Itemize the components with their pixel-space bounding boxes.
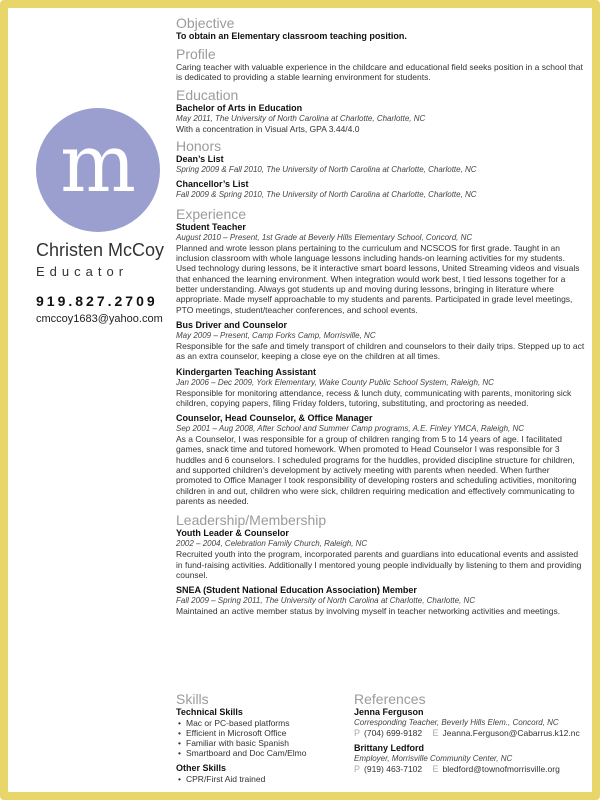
profile-text: Caring teacher with valuable experience in the childcare and educational field seeks position in a school that is dedicated to providing a stable learning environment for students.: [176, 62, 583, 83]
monogram-circle: [36, 108, 160, 232]
job-details: Jan 2006 – Dec 2009, York Elementary, Wake County Public School System, Raleigh, NC: [176, 377, 494, 387]
email-label: E: [432, 728, 439, 738]
leadership-title: Youth Leader & Counselor: [176, 528, 289, 539]
leadership-details: Fall 2009 – Spring 2011, The University of North Carolina at Charlotte, Charlotte, NC: [176, 596, 476, 606]
objective-heading: Objective: [176, 15, 235, 31]
leadership-description: Recruited youth into the program, incorporated parents and guardians into educational events and assisted in fund-raising activities. Additionally I mentored young people individually by listening to them and providing counsel.: [176, 549, 582, 580]
profile-heading: Profile: [176, 46, 216, 62]
reference-email[interactable]: Jeanna.Ferguson@Cabarrus.k12.nc: [442, 728, 580, 738]
skills-column: [176, 692, 336, 784]
honor-title: Chancellor’s List: [176, 178, 249, 189]
education-degree: Bachelor of Arts in Education: [176, 102, 303, 113]
skill-item: • CPR/First Aid trained: [186, 774, 336, 784]
job-details: Sep 2001 – Aug 2008, After School and Summer Camp programs, A.E. Finley YMCA, Raleigh, NC: [176, 424, 525, 434]
honor-details: Fall 2009 & Spring 2010, The University of North Carolina at Charlotte, Charlotte, NC: [176, 189, 477, 199]
other-skills-title: Other Skills: [176, 763, 227, 773]
reference-phone: (919) 463-7102: [364, 764, 423, 774]
phone-label: P: [354, 728, 361, 738]
skill-item: • Efficient in Microsoft Office: [186, 728, 336, 738]
reference-name: Jenna Ferguson: [354, 707, 424, 717]
job-description: Responsible for monitoring attendance, recess & lunch duty, communicating with parents, monitoring sick children, copying papers, filing Friday folders, tutoring, substituting, and proctoring as needed.: [176, 387, 572, 408]
reference-email[interactable]: bledford@townofmorrisville.org: [442, 764, 560, 774]
leadership-title: SNEA (Student National Education Association) Member: [176, 585, 417, 596]
skill-item: • Familiar with basic Spanish: [186, 738, 336, 748]
job-details: May 2009 – Present, Camp Forks Camp, Morrisville, NC: [176, 330, 376, 340]
reference-details: Corresponding Teacher, Beverly Hills Elem., Concord, NC: [354, 718, 559, 727]
candidate-role: Educator: [36, 264, 129, 279]
job-description: Responsible for the safe and timely transport of children and counselors to their daily trips. Stepped up to act as an extra counselor, keeping a close eye on the children at all times.: [176, 340, 585, 362]
education-heading: Education: [176, 86, 239, 103]
skill-item: • Smartboard and Doc Cam/Elmo: [186, 748, 336, 758]
honor-title: Dean’s List: [176, 153, 224, 164]
objective-text: To obtain an Elementary classroom teaching position.: [176, 31, 407, 41]
leadership-description: Maintained an active member status by involving myself in teacher networking activities and meetings.: [176, 606, 561, 617]
leadership-heading: Leadership/Membership: [176, 512, 327, 529]
honor-details: Spring 2009 & Fall 2010, The University of North Carolina at Charlotte, Charlotte, NC: [176, 164, 477, 174]
technical-skills-list: [176, 718, 336, 758]
reference-phone: (704) 699-9182: [364, 728, 423, 738]
job-title: Kindergarten Teaching Assistant: [176, 366, 317, 377]
skill-item: • Mac or PC-based platforms: [186, 718, 336, 728]
monogram-letter: m: [60, 117, 136, 210]
job-description: Planned and wrote lesson plans pertaining to the curriculum and NCSCOS for first grade. Taught in an inclusion classroom with whole language lessons including hands-on learning activities for my students. Used technology during lessons, be it interactive smart board lessons, United Streaming videos and visuals that enhanced the learning environment. When integration would work best, I tied lessons together for a better understanding. Always got students up and moving during lessons, bringing in literature where appropriate. Made myself approachable to my students and parents. Participated in grade level meetings, PTO meetings, student/teacher conferences, and school events.: [176, 242, 580, 315]
phone-label: P: [354, 764, 361, 774]
experience-heading: Experience: [176, 205, 247, 222]
reference-contact: [354, 728, 594, 738]
reference-contact: [354, 764, 594, 774]
email-label: E: [432, 764, 439, 774]
job-details: August 2010 – Present, 1st Grade at Beverly Hills Elementary School, Concord, NC: [176, 232, 473, 242]
other-skills-list: [176, 774, 336, 784]
job-description: As a Counselor, I was responsible for a group of children ranging from 5 to 14 years of age. I facilitated games, snack time and tutored homework. When promoted to Head Counselor I was responsible for 3 huddles and 6 counselors. I scheduled programs for the huddles, provided discipline structure for children, and supported children’s development by actively meeting with parents when needed. When further promoted to Office Manager I took responsibility of developing rosters and scheduling activities, monitoring children in and out, children who were sick, children requiring medication and effectively communicating to parents as needed.: [176, 434, 577, 506]
leadership-details: 2002 – 2004, Celebration Family Church, Raleigh, NC: [176, 539, 368, 549]
candidate-name: Christen McCoy: [36, 240, 165, 260]
main-column: [176, 16, 586, 616]
job-title: Student Teacher: [176, 221, 246, 232]
job-title: Counselor, Head Counselor, & Office Manager: [176, 413, 373, 424]
job-title: Bus Driver and Counselor: [176, 319, 288, 330]
left-column: [24, 8, 179, 792]
honors-heading: Honors: [176, 137, 222, 154]
candidate-email[interactable]: cmccoy1683@yahoo.com: [36, 313, 163, 325]
technical-skills-title: Technical Skills: [176, 707, 243, 717]
reference-details: Employer, Morrisville Community Center, NC: [354, 754, 513, 763]
education-details: May 2011, The University of North Carolina at Charlotte, Charlotte, NC: [176, 113, 426, 123]
reference-name: Brittany Ledford: [354, 743, 425, 753]
bottom-section: [176, 692, 586, 786]
education-concentration: With a concentration in Visual Arts, GPA 3.44/4.0: [176, 123, 360, 134]
references-heading: References: [354, 691, 426, 707]
references-column: [354, 692, 594, 774]
skills-heading: Skills: [176, 691, 209, 707]
candidate-phone: 919.827.2709: [36, 293, 158, 309]
